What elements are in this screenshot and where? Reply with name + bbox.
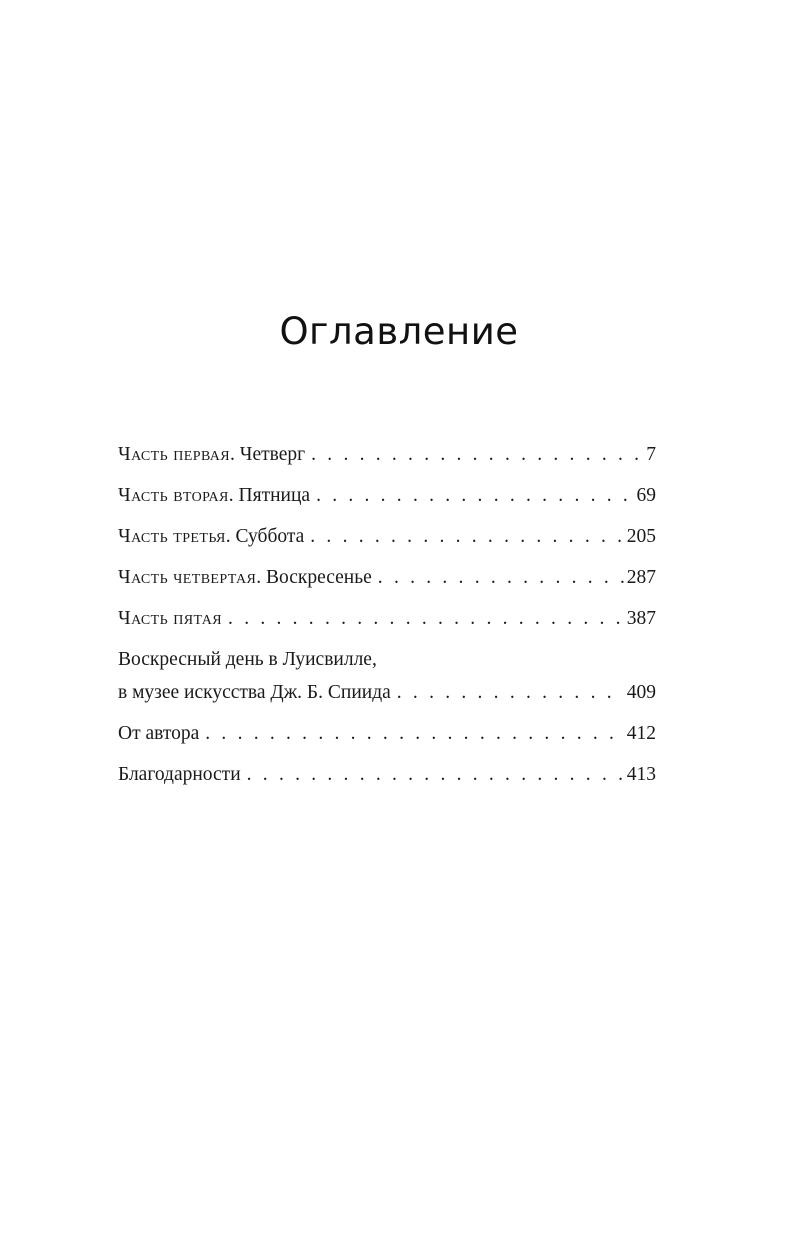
part-separator: .	[225, 526, 231, 547]
page-number: 205	[626, 526, 656, 547]
page-number: 69	[636, 485, 656, 506]
part-label: Часть третья	[118, 526, 226, 547]
toc-entry-title: От автора	[118, 723, 200, 744]
toc-entry-author-note[interactable]	[118, 720, 656, 748]
dot-leader	[311, 441, 643, 469]
part-label: Часть пятая	[118, 608, 223, 629]
page-number: 412	[626, 723, 656, 744]
dot-leader	[316, 482, 633, 510]
toc-entry-acknowledgements[interactable]	[118, 761, 656, 789]
dot-leader	[247, 761, 624, 789]
part-separator: .	[228, 485, 234, 506]
part-label: Часть первая	[118, 444, 231, 465]
page-number: 7	[646, 444, 656, 465]
toc-entry-title-line-1: Воскресный день в Луисвилле,	[118, 649, 377, 670]
page-number: 387	[626, 608, 656, 629]
part-label: Часть вторая	[118, 485, 229, 506]
toc-entry-title	[118, 482, 310, 510]
toc-entry-part-4[interactable]	[118, 564, 656, 592]
page-number: 409	[626, 682, 656, 703]
toc-entry-title-line-2-row	[118, 679, 656, 707]
part-label: Часть четвертая	[118, 567, 257, 588]
part-separator: .	[230, 444, 235, 465]
chapter-name: Воскресенье	[266, 567, 372, 588]
dot-leader	[205, 720, 623, 748]
toc-entry-part-5[interactable]	[118, 605, 656, 633]
dot-leader	[378, 564, 624, 592]
part-separator: .	[256, 567, 262, 588]
toc-entry-title	[118, 564, 372, 592]
toc-entry-louisville[interactable]	[118, 646, 656, 707]
toc-entry-part-1[interactable]	[118, 441, 656, 469]
chapter-name: Пятница	[238, 485, 311, 506]
chapter-name: Суббота	[235, 526, 305, 547]
toc-entry-title	[118, 441, 305, 469]
page-number: 413	[626, 764, 656, 785]
chapter-name: Четверг	[239, 444, 306, 465]
toc-entry-part-2[interactable]	[118, 482, 656, 510]
toc-entry-title	[118, 523, 304, 551]
dot-leader	[310, 523, 623, 551]
table-of-contents	[118, 441, 656, 802]
page-number: 287	[626, 567, 656, 588]
toc-entry-title: Благодарности	[118, 764, 241, 785]
dot-leader	[228, 605, 624, 633]
page-title: Оглавление	[279, 310, 519, 353]
toc-entry-title-line-2: в музее искусства Дж. Б. Спиида	[118, 682, 391, 703]
dot-leader	[397, 679, 624, 707]
toc-entry-part-3[interactable]	[118, 523, 656, 551]
